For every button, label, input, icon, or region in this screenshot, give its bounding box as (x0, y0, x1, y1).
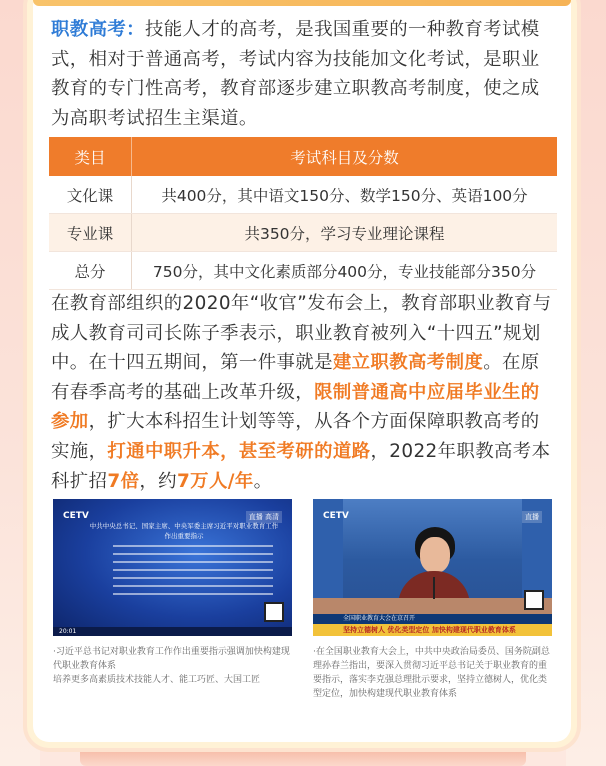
card-bottom-decoration (80, 752, 526, 766)
news-photo-1 (53, 499, 292, 636)
body-text: 。 (253, 470, 273, 492)
caption-line: ·习近平总书记对职业教育工作作出重要指示强调加快构建现代职业教育体系 (53, 647, 290, 671)
body-text: ，扩大本科招生计划等等，从各个方面保障职教高考的实施， (51, 411, 540, 462)
table-cell-detail: 共350分，学习专业理论课程 (132, 214, 558, 252)
cetv-logo: CETV (63, 511, 89, 521)
body-text: 在教育部组织的2020年“收官”发布会上，教育部职业教育与成人教育司司长陈子季表示，职业教育被列入“十四五”规划中。在十四五期间，第一件事就是 (51, 293, 552, 374)
exam-score-table (49, 137, 557, 290)
photo-text-lines (113, 545, 273, 601)
cetv-logo: CETV (323, 511, 349, 521)
ticker-strip: 全国职业教育大会在京召开 (313, 614, 552, 624)
table-header-detail: 考试科目及分数 (132, 137, 558, 176)
body-text: 。在原有春季高考的基础上改革升级， (51, 352, 540, 403)
news-photo-2 (313, 499, 552, 636)
highlight-text: 7万人/年 (176, 470, 254, 492)
photo-ticker: 20:01 (53, 627, 292, 636)
table-row (49, 214, 557, 252)
card-top-accent (33, 0, 571, 6)
qr-code-icon (264, 602, 284, 622)
table-cell-category: 总分 (49, 252, 132, 290)
table-cell-detail: 共400分，其中语文150分、数学150分、英语100分 (132, 176, 558, 214)
caption-line: 培养更多高素质技术技能人才、能工巧匠、大国工匠 (53, 675, 261, 685)
table-header-category: 类目 (49, 137, 132, 176)
table-cell-detail: 750分，其中文化素质部分400分，专业技能部分350分 (132, 252, 558, 290)
photo-title: 中共中央总书记、国家主席、中央军委主席习近平对职业教育工作作出重要指示 (89, 522, 279, 540)
table-row (49, 176, 557, 214)
live-badge: 直播 高清 (246, 511, 282, 523)
podium-desk (313, 598, 552, 614)
live-badge: 直播 (522, 511, 542, 523)
body-text: ，2022年职教高考本科扩招 (51, 440, 551, 492)
highlight-text: 限制普通高中应届毕业生的参加 (51, 381, 540, 433)
caption-line: ·在全国职业教育大会上，中共中央政治局委员、国务院副总理孙春兰指出，要深入贯彻习近平总书记关于职业教育的重要指示，落实李克强总理批示要求，坚持立德树人，优化类型定位，加快构建现代职业教育体系 (313, 647, 550, 699)
table-cell-category: 专业课 (49, 214, 132, 252)
photo-ticker (313, 614, 552, 636)
body-text: ，约 (139, 470, 177, 492)
photo-caption-2 (313, 645, 553, 701)
qr-code-icon (524, 590, 544, 610)
table-cell-category: 文化课 (49, 176, 132, 214)
ticker-headline: 坚持立德树人 优化类型定位 加快构建现代职业教育体系 (313, 624, 552, 636)
highlight-text: 7倍 (107, 470, 140, 492)
body-paragraph (51, 289, 556, 496)
table-header-row (49, 137, 557, 176)
page-background-right (566, 0, 606, 766)
microphone-icon (433, 577, 435, 599)
highlight-text: 打通中职升本，甚至考研的道路 (107, 440, 371, 462)
photo-caption-1 (53, 645, 293, 687)
highlight-text: 建立职教高考制度 (332, 352, 484, 374)
intro-text: 技能人才的高考，是我国重要的一种教育考试模式，相对于普通高考，考试内容为技能加文化考试，是职业教育的专门性高考，教育部逐步建立职教高考制度，使之成为高职考试招生主渠道。 (51, 19, 540, 129)
table-row (49, 252, 557, 290)
intro-lead: 职教高考： (51, 19, 145, 40)
intro-paragraph (51, 15, 556, 133)
